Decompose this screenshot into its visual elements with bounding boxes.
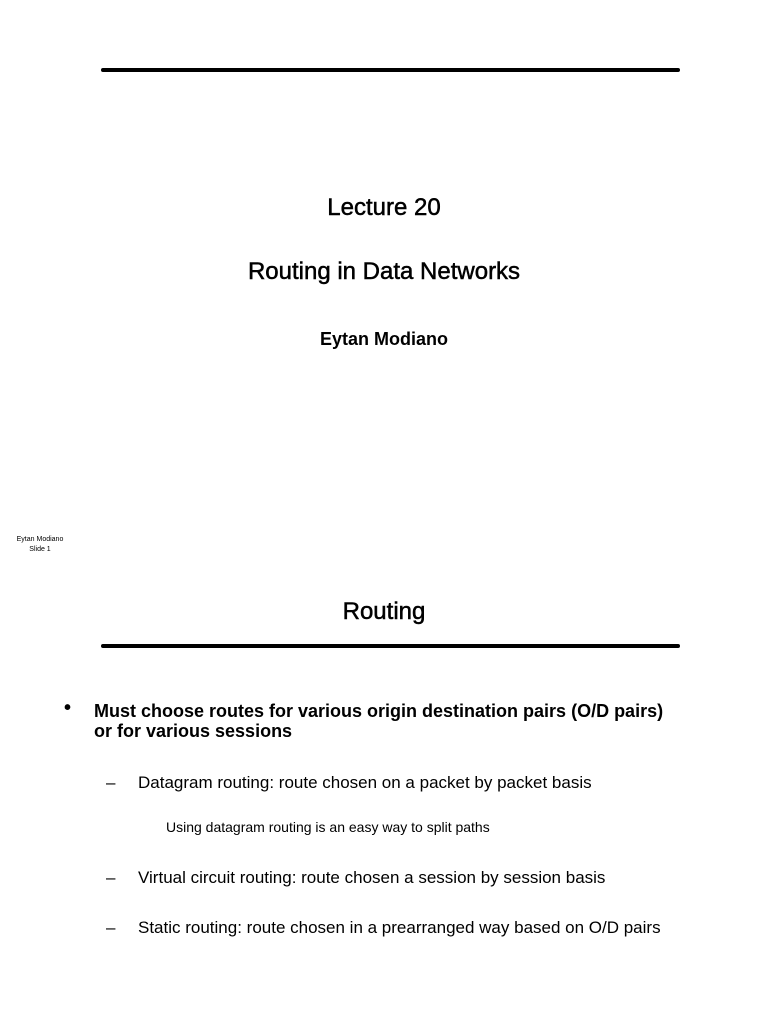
dash-icon: – xyxy=(106,773,116,792)
title-rule xyxy=(101,644,680,648)
footer-slide-number: Slide 1 xyxy=(29,546,51,553)
lecture-number: Lecture 20 xyxy=(327,194,441,221)
bullet-icon: • xyxy=(64,697,72,719)
top-rule xyxy=(101,68,680,72)
bullet-main xyxy=(94,701,714,741)
slide-footer xyxy=(2,535,78,555)
bullet-line-2: or for various sessions xyxy=(94,721,293,741)
dash-icon: – xyxy=(106,868,116,887)
dash-icon: – xyxy=(106,918,116,937)
lecture-title: Routing in Data Networks xyxy=(247,258,521,285)
sub-item-datagram: Datagram routing: route chosen on a packet by packet basis xyxy=(138,773,592,792)
bullet-line-1: Must choose routes for various origin destination pairs (O/D pairs) xyxy=(94,701,664,721)
sub-item-static: Static routing: route chosen in a prearranged way based on O/D pairs xyxy=(138,918,661,937)
author-name: Eytan Modiano xyxy=(319,329,448,349)
sub-item-virtual-circuit: Virtual circuit routing: route chosen a session by session basis xyxy=(138,868,606,887)
footer-author: Eytan Modiano xyxy=(16,536,64,543)
sub-sub-item: Using datagram routing is an easy way to split paths xyxy=(166,819,490,835)
slide-title: Routing xyxy=(342,598,426,625)
